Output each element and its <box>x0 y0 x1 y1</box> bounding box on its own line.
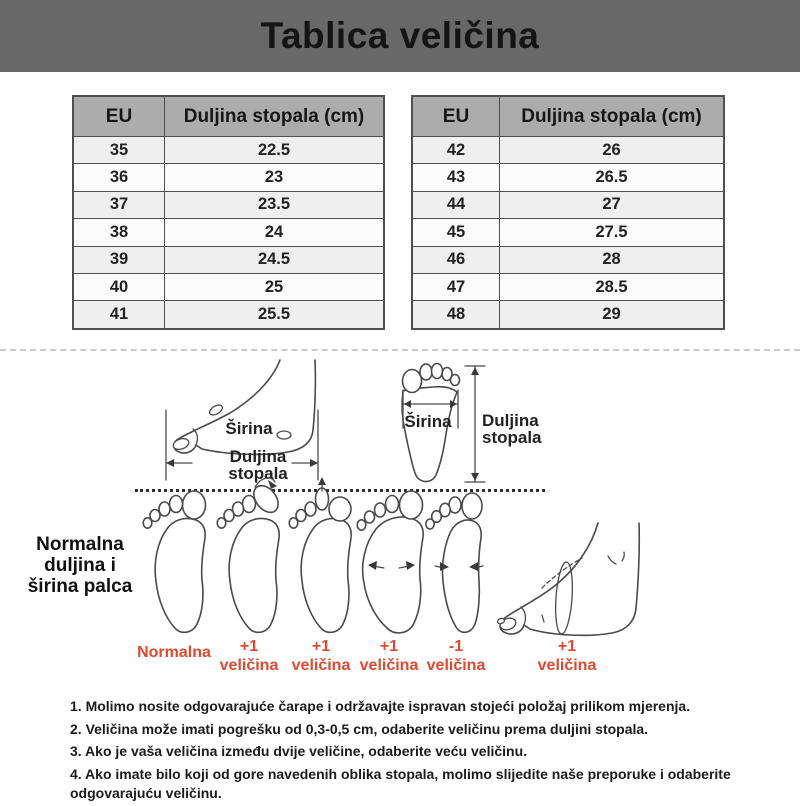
eu-size-cell: 36 <box>73 164 165 191</box>
page-title: Tablica veličina <box>260 15 540 56</box>
foot-length-cell: 27 <box>500 191 725 218</box>
foot-shape-label-line: veličina <box>426 657 486 674</box>
eu-header-cell: EU <box>73 96 165 137</box>
size-table-right <box>411 95 725 330</box>
table-row <box>73 301 384 329</box>
length-header-cell: Duljina stopala (cm) <box>165 96 385 137</box>
table-row <box>412 137 724 164</box>
instructions <box>70 697 765 806</box>
table-row <box>73 219 384 246</box>
top-length-label: Duljina stopala <box>482 411 542 447</box>
foot-length-cell: 25 <box>165 273 385 300</box>
instruction-note: 3. Ako je vaša veličina između dvije veličine, odaberite veću veličinu. <box>70 743 528 759</box>
eu-header-cell: EU <box>412 96 500 137</box>
foot-length-cell: 22.5 <box>165 137 385 164</box>
table-row <box>412 219 724 246</box>
foot-length-cell: 26 <box>500 137 725 164</box>
foot-length-cell: 24 <box>165 219 385 246</box>
size-table-left <box>72 95 385 330</box>
eu-size-cell: 44 <box>412 191 500 218</box>
foot-sole-narrow <box>421 477 491 639</box>
foot-length-cell: 24.5 <box>165 246 385 273</box>
table-row <box>73 273 384 300</box>
eu-size-cell: 35 <box>73 137 165 164</box>
side-length-label: Duljina stopala <box>228 447 288 483</box>
table-row <box>73 246 384 273</box>
table-row <box>73 137 384 164</box>
table-row <box>412 191 724 218</box>
table-row <box>412 164 724 191</box>
eu-size-cell: 37 <box>73 191 165 218</box>
eu-size-cell: 40 <box>73 273 165 300</box>
foot-length-cell: 28 <box>500 246 725 273</box>
table-row <box>73 191 384 218</box>
eu-size-cell: 45 <box>412 219 500 246</box>
foot-length-cell: 27.5 <box>500 219 725 246</box>
foot-shape-label-line: -1 <box>448 638 464 655</box>
foot-shape-label-line: +1 <box>239 638 259 655</box>
table-header-row <box>412 96 724 137</box>
header-banner <box>0 0 800 72</box>
size-tables <box>72 95 728 330</box>
foot-instep-side-view <box>488 520 650 642</box>
eu-size-cell: 42 <box>412 137 500 164</box>
foot-shape-label-line: veličina <box>359 657 419 674</box>
length-header-cell: Duljina stopala (cm) <box>500 96 725 137</box>
foot-shape-label-line: veličina <box>219 657 279 674</box>
foot-shape-label-line: veličina <box>291 657 351 674</box>
table-row <box>412 273 724 300</box>
foot-shapes-caption: Normalna duljina i širina palca <box>27 534 133 597</box>
side-width-label: Širina <box>225 419 273 438</box>
section-divider <box>0 349 800 351</box>
top-width-label: Širina <box>404 412 452 431</box>
foot-sole-long-big-toe <box>213 477 283 639</box>
eu-size-cell: 48 <box>412 301 500 329</box>
table-header-row <box>73 96 384 137</box>
foot-shape-label-line: veličina <box>537 657 597 674</box>
eu-size-cell: 46 <box>412 246 500 273</box>
foot-length-cell: 23.5 <box>165 191 385 218</box>
eu-size-cell: 41 <box>73 301 165 329</box>
foot-shape-label-line: +1 <box>557 638 577 655</box>
foot-sole-wide <box>354 477 424 639</box>
foot-length-cell: 23 <box>165 164 385 191</box>
eu-size-cell: 38 <box>73 219 165 246</box>
foot-length-cell: 28.5 <box>500 273 725 300</box>
foot-length-cell: 26.5 <box>500 164 725 191</box>
foot-sole-long-second-toe <box>285 477 355 639</box>
eu-size-cell: 43 <box>412 164 500 191</box>
foot-length-cell: 25.5 <box>165 301 385 329</box>
foot-shape-label-line: Normalna <box>137 644 211 661</box>
table-row <box>412 301 724 329</box>
foot-shape-label-line: +1 <box>311 638 331 655</box>
instruction-note: 2. Veličina može imati pogrešku od 0,3-0,5 cm, odaberite veličinu prema duljini stopala. <box>70 720 649 737</box>
foot-length-cell: 29 <box>500 301 725 329</box>
foot-sole-normal <box>139 477 209 639</box>
table-row <box>412 246 724 273</box>
eu-size-cell: 47 <box>412 273 500 300</box>
foot-shape-label-line: +1 <box>379 638 399 655</box>
instruction-note: 1. Molimo nosite odgovarajuće čarape i održavajte ispravan stojeći položaj prilikom mjerenja. <box>70 698 691 714</box>
table-row <box>73 164 384 191</box>
instruction-note: 4. Ako imate bilo koji od gore navedenih oblika stopala, molimo slijedite naše preporuke i odaberite odgovarajuću veličinu. <box>70 765 731 801</box>
foot-shape-label <box>411 637 501 675</box>
foot-shape-label <box>522 637 612 675</box>
eu-size-cell: 39 <box>73 246 165 273</box>
